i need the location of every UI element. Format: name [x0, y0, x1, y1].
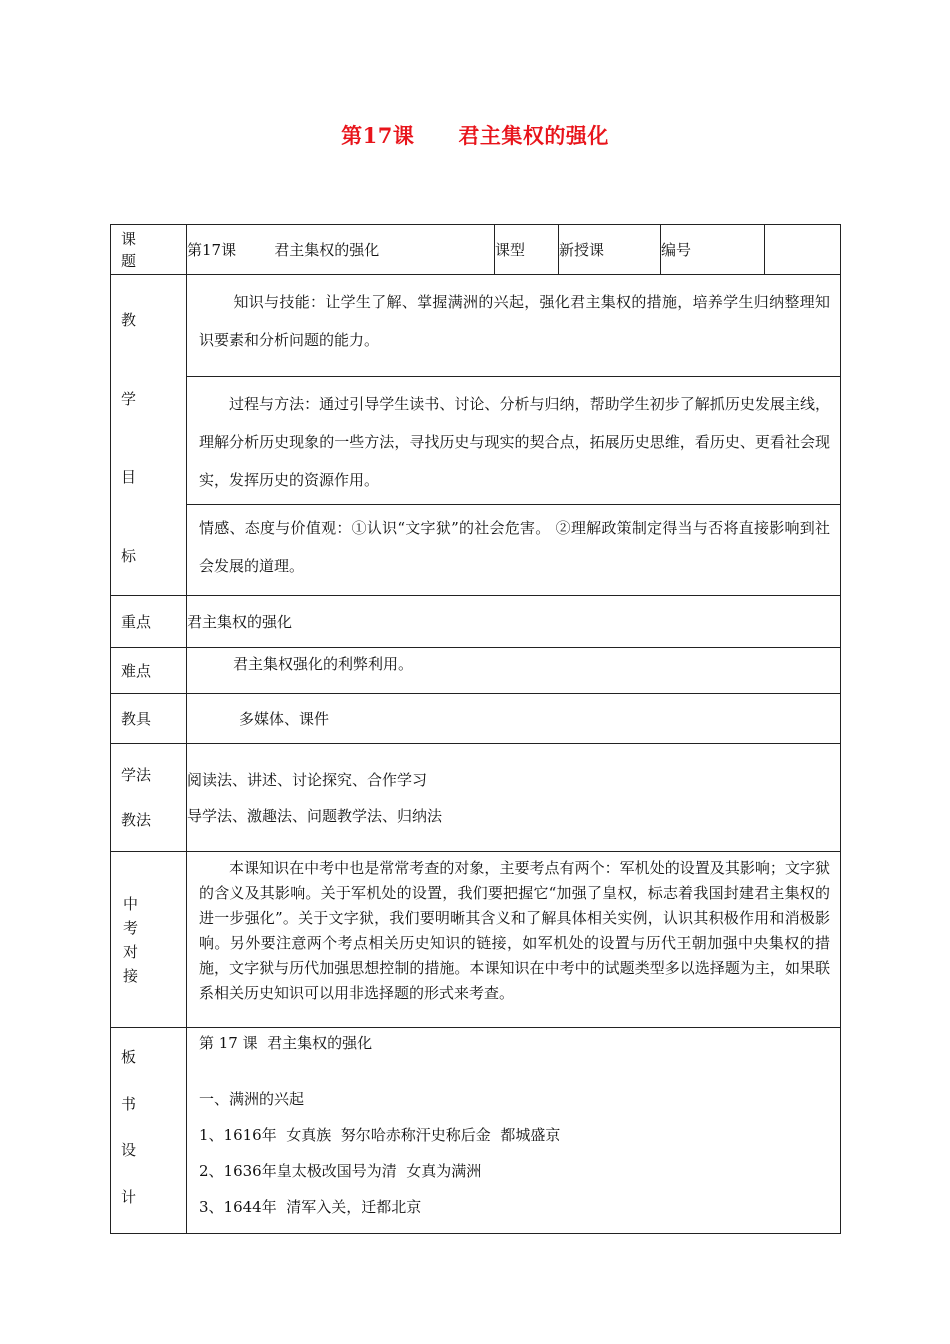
tools-row [111, 694, 841, 744]
tools-label: 教具 [111, 694, 187, 744]
objectives-label-char: 教 [121, 311, 137, 330]
methods-row [111, 744, 841, 852]
objective-emotion: 情感、态度与价值观：①认识“文字狱”的社会危害。 ②理解政策制定得当与否将直接影响到社会发展的道理。 [199, 518, 830, 575]
board-label-char: 板 [121, 1048, 137, 1067]
objective-knowledge: 知识与技能：让学生了解、掌握满洲的兴起，强化君主集权的措施，培养学生归纳整理知识要素和分析问题的能力。 [199, 293, 830, 349]
methods-study-label: 学法 [121, 766, 152, 784]
exam-label-char: 考 [123, 918, 139, 937]
tools-value: 多媒体、课件 [187, 694, 841, 744]
board-row [111, 1028, 841, 1234]
title-lesson: 第17课 [341, 123, 415, 148]
objectives-label-char: 目 [121, 468, 137, 487]
exam-label-cell [111, 852, 187, 1028]
exam-row [111, 852, 841, 1028]
topic-value: 第17课 君主集权的强化 [187, 225, 495, 275]
objective-process: 过程与方法：通过引导学生读书、讨论、分析与归纳，帮助学生初步了解抓历史发展主线，理解分析历史现象的一些方法，寻找历史与现实的契合点，拓展历史思维，看历史、更看社会现实，发挥历史的资源作用。 [199, 394, 830, 489]
objective-process-row [111, 376, 841, 504]
exam-text: 本课知识在中考中也是常常考查的对象，主要考点有两个：军机处的设置及其影响；文字狱的含义及其影响。关于军机处的设置，我们要把握它“加强了皇权，标志着我国封建君主集权的进一步强化”。关于文字狱，我们要明晰其含义和了解具体相关实例，认识其积极作用和消极影响。另外要注意两个考点相关历史知识的链接，如军机处的设置与历代王朝加强中央集权的措施，文字狱与历代加强思想控制的措施。本课知识在中考中的试题类型多以选择题为主，如果联系相关历史知识可以用非选择题的形式来考查。 [199, 859, 830, 1002]
objectives-label-cell [111, 275, 187, 596]
objective-emotion-cell [187, 504, 841, 595]
board-label-cell [111, 1028, 187, 1234]
board-item: 1、1616年 女真族 努尔哈赤称汗史称后金 都城盛京 [199, 1126, 561, 1144]
board-label-char: 设 [121, 1141, 137, 1160]
objective-process-cell [187, 376, 841, 504]
exam-label-char: 中 [123, 894, 139, 913]
methods-cell [187, 744, 841, 852]
methods-teach-label: 教法 [121, 811, 152, 829]
exam-label-char: 对 [123, 942, 139, 961]
page-title [0, 120, 950, 150]
board-section: 一、满洲的兴起 [199, 1090, 305, 1108]
key-point-row [111, 596, 841, 648]
board-label-char: 计 [121, 1187, 137, 1206]
topic-label-cell [111, 225, 187, 275]
board-heading: 第 17 课 君主集权的强化 [199, 1034, 373, 1052]
objectives-label-char: 学 [121, 389, 137, 408]
title-name: 君主集权的强化 [458, 123, 609, 148]
number-value [765, 225, 841, 275]
board-cell [187, 1028, 841, 1234]
board-item: 2、1636年皇太极改国号为清 女真为满洲 [199, 1162, 482, 1180]
topic-label: 课题 [121, 229, 137, 270]
methods-study: 阅读法、讲述、讨论探究、合作学习 [187, 770, 428, 789]
board-item: 3、1644年 清军入关，迁都北京 [199, 1198, 422, 1216]
difficulty-value: 君主集权强化的利弊利用。 [187, 648, 841, 694]
exam-label-char: 接 [123, 966, 139, 985]
difficulty-label: 难点 [111, 648, 187, 694]
difficulty-row [111, 648, 841, 694]
objective-knowledge-cell [187, 275, 841, 377]
methods-label-cell [111, 744, 187, 852]
methods-teach: 导学法、激趣法、问题教学法、归纳法 [187, 806, 443, 825]
type-label: 课型 [495, 225, 559, 275]
board-label-char: 书 [121, 1094, 137, 1113]
key-point-value: 君主集权的强化 [187, 596, 841, 648]
objectives-label-char: 标 [121, 546, 137, 565]
lesson-plan-table [110, 224, 841, 1234]
header-row [111, 225, 841, 275]
objective-knowledge-row [111, 275, 841, 377]
key-point-label: 重点 [111, 596, 187, 648]
objective-emotion-row [111, 504, 841, 595]
type-value: 新授课 [559, 225, 661, 275]
exam-cell [187, 852, 841, 1028]
number-label: 编号 [661, 225, 765, 275]
